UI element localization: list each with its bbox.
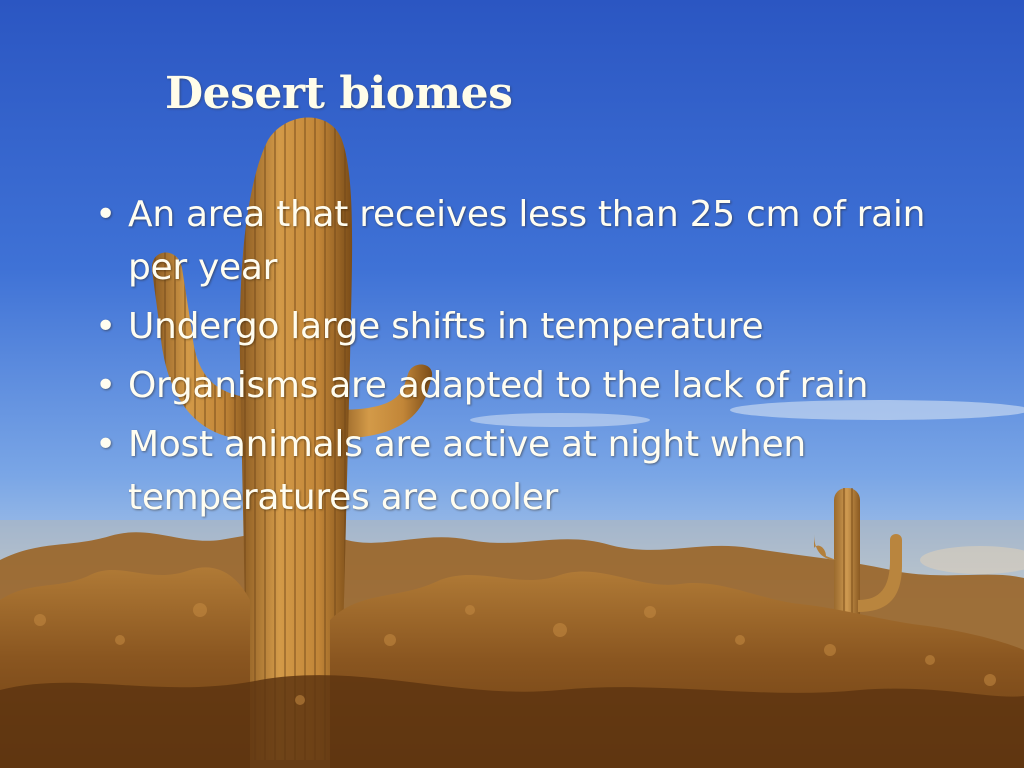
bullet-text: Most animals are active at night when temperatures are cooler (128, 424, 806, 518)
bullet-text: Undergo large shifts in temperature (128, 306, 764, 347)
bullet-marker: • (95, 194, 116, 235)
bullet-marker: • (95, 306, 116, 347)
bullet-list (95, 188, 955, 530)
bullet-text: Organisms are adapted to the lack of rain (128, 365, 869, 406)
bullet-marker: • (95, 424, 116, 465)
bullet-item (95, 418, 955, 524)
bullet-item (95, 188, 955, 294)
bullet-text: An area that receives less than 25 cm of rain per year (128, 194, 926, 288)
bullet-marker: • (95, 365, 116, 406)
bullet-item (95, 300, 955, 353)
bullet-item (95, 359, 955, 412)
slide-title: Desert biomes (165, 68, 513, 119)
